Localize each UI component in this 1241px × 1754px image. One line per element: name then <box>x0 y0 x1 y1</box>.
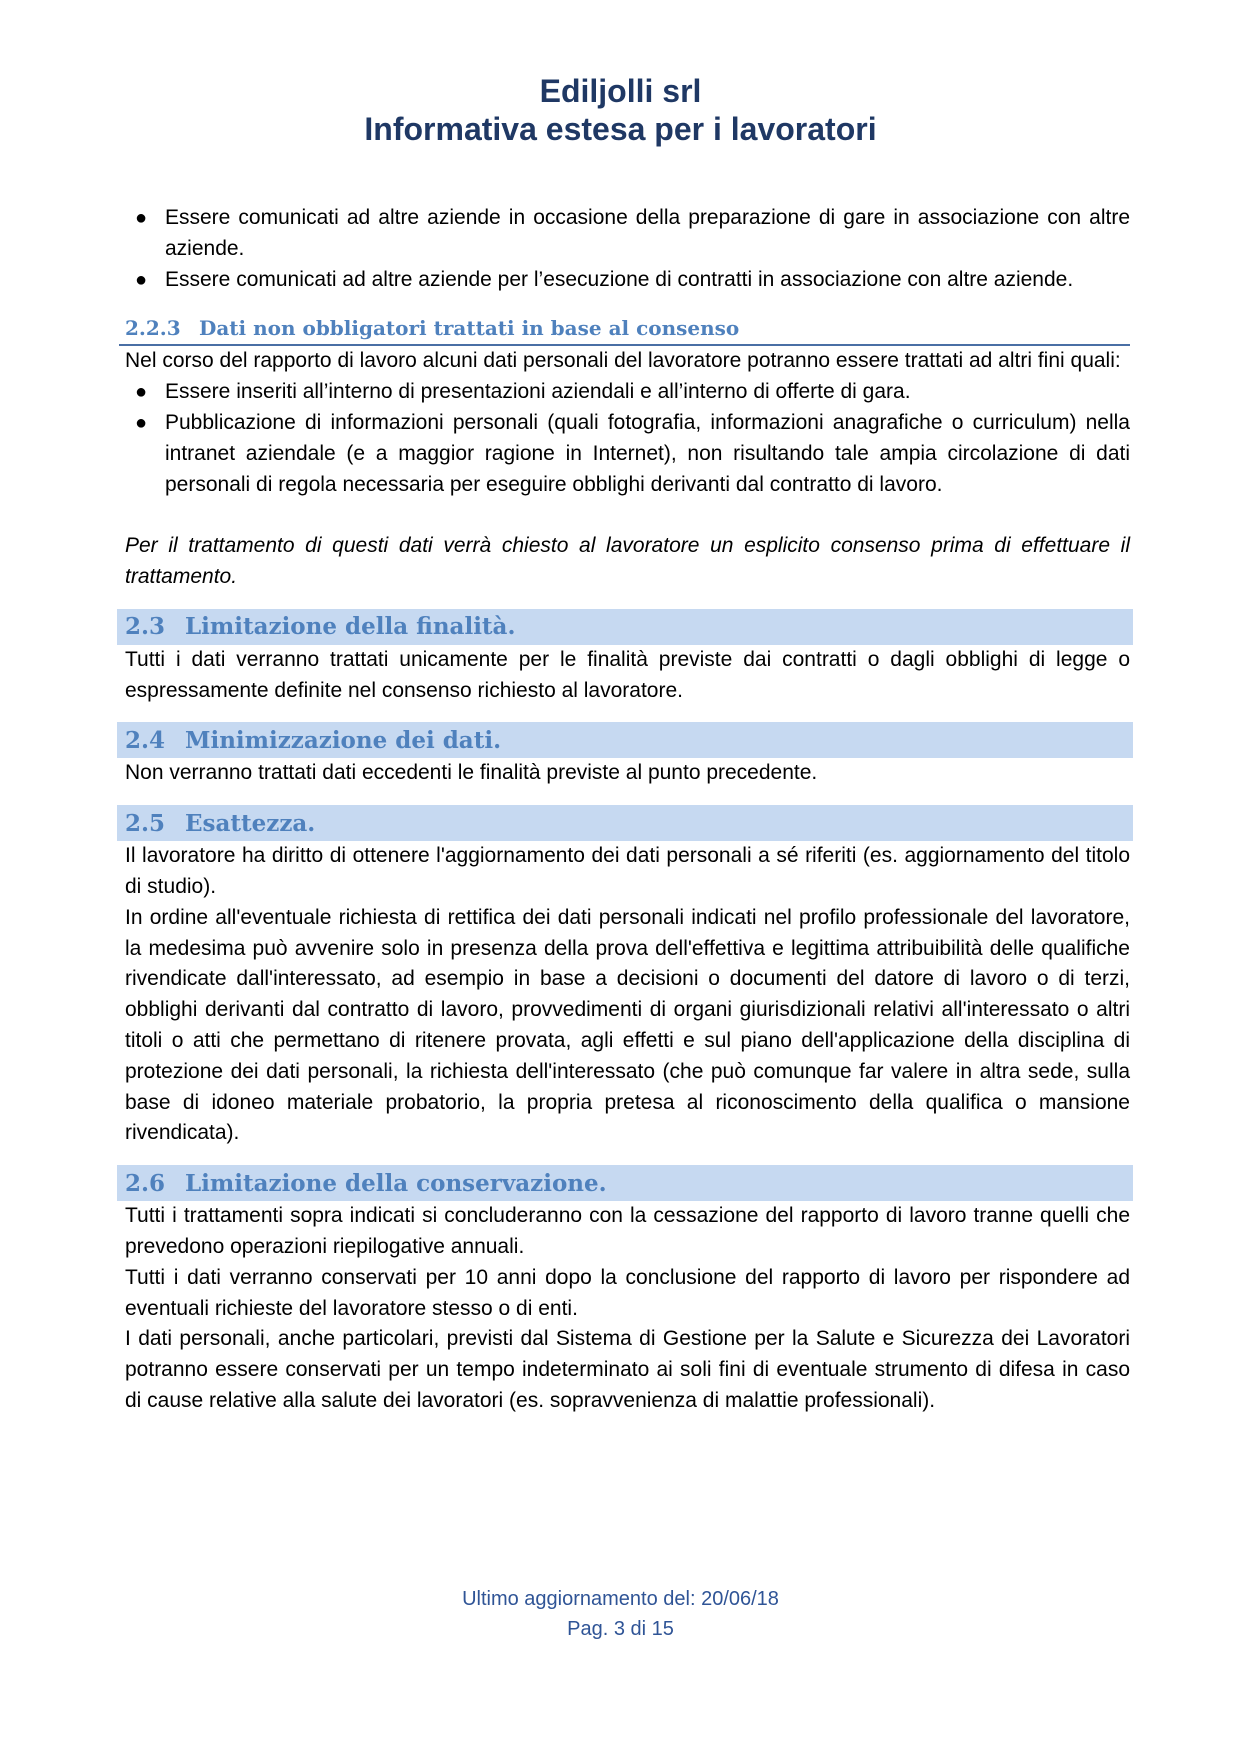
bullet-icon: ● <box>135 268 148 291</box>
page-header <box>0 72 1241 148</box>
section-title: Limitazione della conservazione. <box>185 1169 607 1197</box>
list-item: ● Essere comunicati ad altre aziende per l’esecuzione di contratti in associazione con altre aziende. <box>125 265 1130 296</box>
paragraph: Nel corso del rapporto di lavoro alcuni dati personali del lavoratore potranno essere trattati ad altri fini quali: <box>125 349 1121 373</box>
paragraph: Tutti i trattamenti sopra indicati si concluderanno con la cessazione del rapporto di lavoro tranne quelli che prevedono operazioni riepilogative annuali. <box>125 1204 1130 1258</box>
section-heading-2-2-3 <box>119 311 1130 346</box>
page-number: Pag. 3 di 15 <box>567 1618 674 1640</box>
paragraph: Tutti i dati verranno trattati unicamente per le finalità previste dai contratti o dagli obblighi di legge o espressamente definite nel consenso richiesto al lavoratore. <box>125 647 1130 702</box>
paragraph: Tutti i dati verranno conservati per 10 anni dopo la conclusione del rapporto di lavoro per rispondere ad eventuali richieste del lavoratore stesso o di enti. <box>125 1265 1130 1320</box>
section-heading-2-4 <box>117 722 1133 758</box>
bullet-icon: ● <box>135 381 148 404</box>
section-number: 2.3 <box>125 613 166 641</box>
paragraph: In ordine all'eventuale richiesta di rettifica dei dati personali indicati nel profilo professionale del lavoratore, la medesima può avvenire solo in presenza della prova dell'effettiva e legittima attribuibilità delle qualifiche rivendicate dall'interessato, ad esempio in base a decisioni o documenti del datore di lavoro o di terzi, obblighi derivanti dal contratto di lavoro, provvedimenti di organi giurisdizionali relativi all'interessato o altri titoli o atti che permettano di ritenere provata, agli effetti e sul piano dell'applicazione della disciplina di protezione dei dati personali, la richiesta dell'interessato (che può comunque far valere in altra sede, sulla base di idoneo materiale probatorio, la propria pretesa al riconoscimento della qualifica o mansione rivendicata). <box>125 905 1130 1145</box>
section-number: 2.4 <box>125 726 166 754</box>
consent-note: Per il trattamento di questi dati verrà chiesto al lavoratore un esplicito consenso prima di effettuare il trattamento. <box>125 534 1130 588</box>
document-title: Informativa estesa per i lavoratori <box>364 111 877 147</box>
paragraph: Il lavoratore ha diritto di ottenere l'aggiornamento dei dati personali a sé riferiti (es. aggiornamento del titolo di studio). <box>125 844 1130 898</box>
list-item: ● Essere inseriti all’interno di presentazioni aziendali e all’interno di offerte di gara. <box>125 377 1130 408</box>
last-updated: Ultimo aggiornamento del: 20/06/18 <box>462 1588 779 1610</box>
bullet-icon: ● <box>135 411 148 434</box>
bullet-icon: ● <box>135 207 148 229</box>
section-number: 2.6 <box>125 1169 166 1197</box>
section-heading-2-3 <box>117 609 1133 645</box>
list-item: ● Pubblicazione di informazioni personali (quali fotografia, informazioni anagrafiche o curriculum) nella intranet aziendale (e a maggior ragione in Internet), non risultando tale ampia circolazione di dati personali di regola necessaria per eseguire obblighi derivanti dal contratto di lavoro. <box>125 408 1130 500</box>
section-title: Dati non obbligatori trattati in base al consenso <box>199 315 740 340</box>
paragraph: I dati personali, anche particolari, previsti dal Sistema di Gestione per la Salute e Sicurezza dei Lavoratori potranno essere conservati per un tempo indeterminato ai soli fini di eventuale strumento di difesa in caso di cause relative alla salute dei lavoratori (es. sopravvenienza di malattie professionali). <box>125 1327 1130 1412</box>
section-number: 2.5 <box>125 809 166 837</box>
intro-bullet-list <box>125 203 1130 295</box>
section-heading-2-6 <box>117 1165 1133 1201</box>
company-name: Ediljolli srl <box>539 73 702 109</box>
section-title: Esattezza. <box>185 809 316 837</box>
section-title: Limitazione della finalità. <box>185 613 516 641</box>
page-content <box>125 203 1130 1417</box>
paragraph: Non verranno trattati dati eccedenti le finalità previste al punto precedente. <box>125 761 818 785</box>
page-footer <box>0 1584 1241 1644</box>
consent-bullet-list <box>125 377 1130 500</box>
section-number: 2.2.3 <box>125 315 181 340</box>
section-title: Minimizzazione dei dati. <box>185 726 502 754</box>
section-heading-2-5 <box>117 805 1133 841</box>
list-item: ● Essere comunicati ad altre aziende in occasione della preparazione di gare in associazione con altre aziende. <box>125 203 1130 265</box>
